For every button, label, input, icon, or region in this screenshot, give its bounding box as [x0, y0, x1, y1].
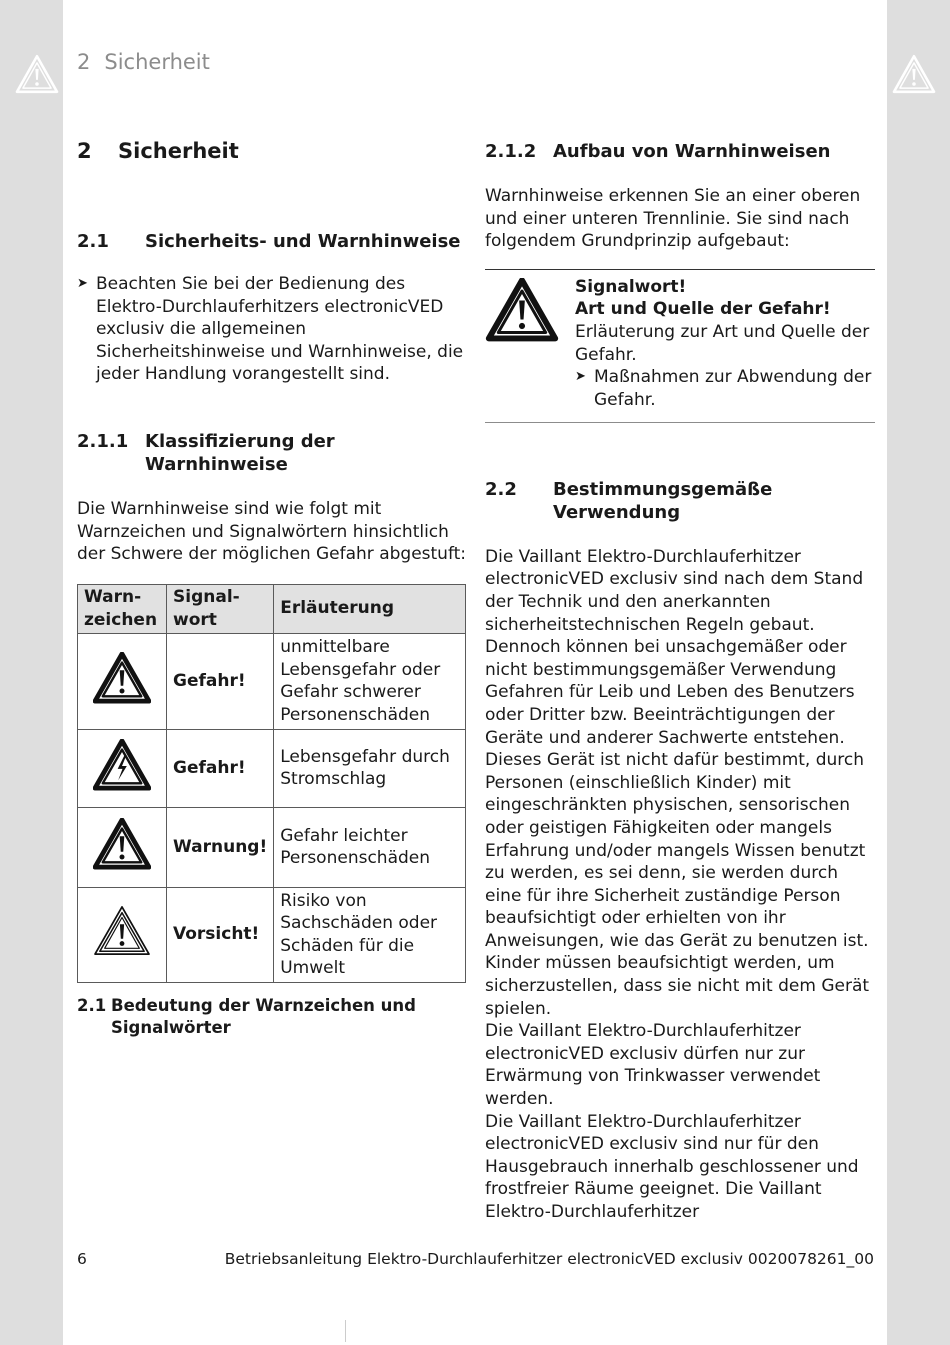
explanation: unmittelbare Lebensgefahr oder Gefahr schwerer Personenschäden: [274, 633, 466, 729]
paragraph: Kinder müssen beaufsichtigt werden, um sicherzustellen, dass sie nicht mit dem Gerät spielen.: [485, 953, 870, 1019]
warning-triangle-icon: [14, 54, 60, 94]
arrow-bullet-icon: ➤: [77, 276, 88, 291]
paragraph: Die Vaillant Elektro-Durchlauferhitzer electronicVED exclusiv dürfen nur zur Erwärmung von Trinkwasser verwendet werden.: [485, 1021, 821, 1110]
table-row: [78, 807, 466, 887]
right-column: [485, 138, 875, 1224]
paragraph: Dieses Gerät ist nicht dafür bestimmt, durch Personen (einschließlich Kinder) mit eingeschränkten physischen, sensorischen oder geistigen Fähigkeiten oder mangels Erfahrung und/oder mangels Wissen benutzt zu werden, es sei denn, sie werden durch eine für ihre Sicherheit zuständige Person beaufsichtigt oder erhielten von ihr Anweisungen, wie das Gerät zu benutzen ist.: [485, 750, 869, 951]
arrow-bullet-icon: ➤: [575, 369, 586, 385]
section-number: 2.2: [485, 478, 517, 500]
chapter-heading-number: 2: [77, 139, 92, 163]
scan-mark: [345, 1320, 346, 1342]
section-title: Aufbau von Warnhinweisen: [553, 141, 831, 162]
outline-warning-triangle-icon: [93, 905, 151, 957]
intended-use-text: [485, 546, 875, 1224]
page-number: 6: [77, 1250, 87, 1268]
running-header: [77, 50, 210, 74]
right-margin-band: [887, 0, 950, 1345]
warning-structure-intro: Warnhinweise erkennen Sie an einer oberen und einer unteren Trennlinie. Sie sind nach folgendem Grundprinzip aufgebaut:: [485, 186, 861, 252]
warning-triangle-exclamation-icon: [93, 652, 151, 704]
section-number: 2.1: [77, 231, 109, 252]
signal-word: Signalwort!: [575, 276, 687, 297]
classification-intro: Die Warnhinweise sind wie folgt mit Warnzeichen und Signalwörtern hinsichtlich der Schwere der möglichen Gefahr abgestuft:: [77, 498, 467, 565]
instruction-bullet: [77, 273, 467, 386]
section-title: Sicherheits- und Warnhinweise: [145, 231, 461, 252]
bullet-text: Maßnahmen zur Abwendung der Gefahr.: [594, 367, 872, 410]
header-chapter-number: 2: [77, 50, 91, 74]
hazard-type: Art und Quelle der Gefahr!: [575, 299, 831, 320]
table-row: [78, 729, 466, 807]
warning-triangle-exclamation-icon: [93, 818, 151, 870]
measure-bullet: [575, 366, 875, 411]
explanation: Lebensgefahr durch Stromschlag: [274, 729, 466, 807]
left-margin-band: [0, 0, 63, 1345]
table-caption: [77, 995, 467, 1040]
chapter-heading-title: Sicherheit: [118, 139, 239, 163]
table-header-row: [78, 584, 466, 633]
left-column: [77, 138, 467, 1040]
warning-triangle-icon: [891, 54, 937, 94]
document-footer-title: Betriebsanleitung Elektro-Durchlauferhitzer electronicVED exclusiv 0020078261_00: [224, 1250, 874, 1268]
warning-triangle-lightning-icon: [93, 739, 151, 791]
signal-word: Warnung!: [167, 807, 274, 887]
explanation: Gefahr leichter Personenschäden: [274, 807, 466, 887]
section-heading-2-1: [77, 230, 467, 253]
caption-text: Bedeutung der Warnzeichen und Signalwörter: [111, 995, 416, 1038]
bullet-text: Beachten Sie bei der Bedienung des Elektro-Durchlauferhitzers electronicVED exclusiv die allgemeinen Sicherheitshinweise und Warnhinweise, die jeder Handlung vorangestellt sind.: [96, 274, 464, 385]
warning-classification-table: [77, 584, 466, 983]
signal-word: Vorsicht!: [167, 887, 274, 982]
table-header: Erläuterung: [274, 584, 466, 633]
section-number: 2.1.1: [77, 430, 129, 452]
table-row: [78, 887, 466, 982]
section-title: Klassifizierung der Warnhinweise: [145, 430, 335, 475]
table-header: Signal- wort: [167, 584, 274, 633]
warning-example-text: [575, 276, 875, 412]
warning-triangle-exclamation-icon: [485, 278, 559, 342]
chapter-heading: [77, 138, 467, 164]
signal-word: Gefahr!: [167, 729, 274, 807]
paragraph: Die Vaillant Elektro-Durchlauferhitzer electronicVED exclusiv sind nur für den Hausgebrauch innerhalb geschlossener und frostfreier Räume geeignet. Die Vaillant Elektro-Durchlauferhitzer: [485, 1111, 859, 1222]
hazard-explanation: Erläuterung zur Art und Quelle der Gefahr.: [575, 321, 870, 365]
section-heading-2-1-2: [485, 140, 875, 163]
section-heading-2-2: [485, 478, 875, 524]
header-chapter-title: Sicherheit: [104, 50, 210, 74]
warning-example-box: [485, 269, 875, 423]
table-header: Warn- zeichen: [78, 584, 167, 633]
caption-number: 2.1: [77, 995, 107, 1015]
section-heading-2-1-1: [77, 430, 467, 476]
paragraph: Die Vaillant Elektro-Durchlauferhitzer electronicVED exclusiv sind nach dem Stand der Technik und den anerkannten sicherheitstechnischen Regeln gebaut. Dennoch können bei unsachgemäßer oder nicht bestimmungsgemäßer Verwendung Gefahren für Leib und Leben des Benutzers oder Dritter bzw. Beeinträchtigungen der Geräte und anderer Sachwerte entstehen.: [485, 546, 864, 748]
signal-word: Gefahr!: [167, 633, 274, 729]
table-row: [78, 633, 466, 729]
explanation: Risiko von Sachschäden oder Schäden für die Umwelt: [274, 887, 466, 982]
section-number: 2.1.2: [485, 141, 537, 162]
section-title: Bestimmungsgemäße Verwendung: [553, 478, 773, 523]
